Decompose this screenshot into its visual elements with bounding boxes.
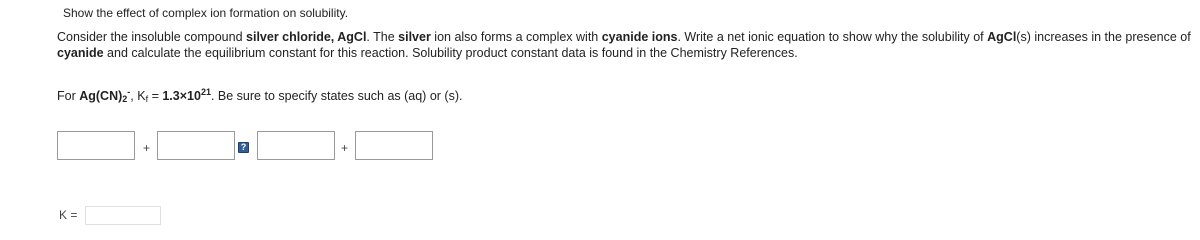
kf-mantissa: 1.3×10: [162, 89, 201, 103]
reactant-1-input[interactable]: [57, 131, 135, 160]
kf-exponent: 21: [200, 87, 211, 97]
kf-subscript: f: [145, 94, 149, 104]
kf-value: [162, 89, 211, 103]
question-text-part: (s) increases in the presence of: [1016, 30, 1191, 44]
complex-formula-charge: -: [127, 87, 131, 97]
reaction-arrow-button[interactable]: [238, 142, 249, 153]
compound-name: silver chloride, AgCl: [246, 30, 367, 44]
compound-formula: AgCl: [987, 30, 1017, 44]
complex-formula-main: Ag(CN): [79, 89, 123, 103]
question-text-part: ion also forms a complex with: [430, 30, 602, 44]
product-1-input[interactable]: [257, 131, 335, 160]
question-text: [57, 29, 1197, 61]
plus-sign-reactants: +: [143, 141, 151, 155]
complex-formula-subscript: 2: [122, 94, 128, 104]
given-instruction: . Be sure to specify states such as (aq) or (s).: [210, 89, 463, 103]
ligand-name: cyanide ions: [601, 30, 678, 44]
ligand-name-2: cyanide: [57, 46, 104, 60]
metal-name: silver: [398, 30, 431, 44]
question-text-part: . Write a net ionic equation to show why the solubility of: [677, 30, 988, 44]
product-2-input[interactable]: [355, 131, 433, 160]
given-prefix: For: [57, 89, 80, 103]
given-constant-line: [57, 89, 462, 103]
complex-formula: [79, 89, 130, 103]
k-answer-input[interactable]: [85, 206, 161, 225]
question-text-part: . The: [366, 30, 399, 44]
kf-equals: =: [148, 89, 163, 103]
plus-sign-products: +: [341, 141, 349, 155]
question-text-part: Consider the insoluble compound: [57, 30, 247, 44]
reactant-2-input[interactable]: [157, 131, 235, 160]
question-title: Show the effect of complex ion formation on solubility.: [63, 6, 349, 20]
kf-label: , K: [130, 89, 146, 103]
reaction-arrow-label: ?: [240, 142, 247, 152]
question-text-part: and calculate the equilibrium constant for this reaction. Solubility product constant data is found in the Chemistry References.: [103, 46, 798, 60]
k-label: K =: [59, 208, 78, 222]
